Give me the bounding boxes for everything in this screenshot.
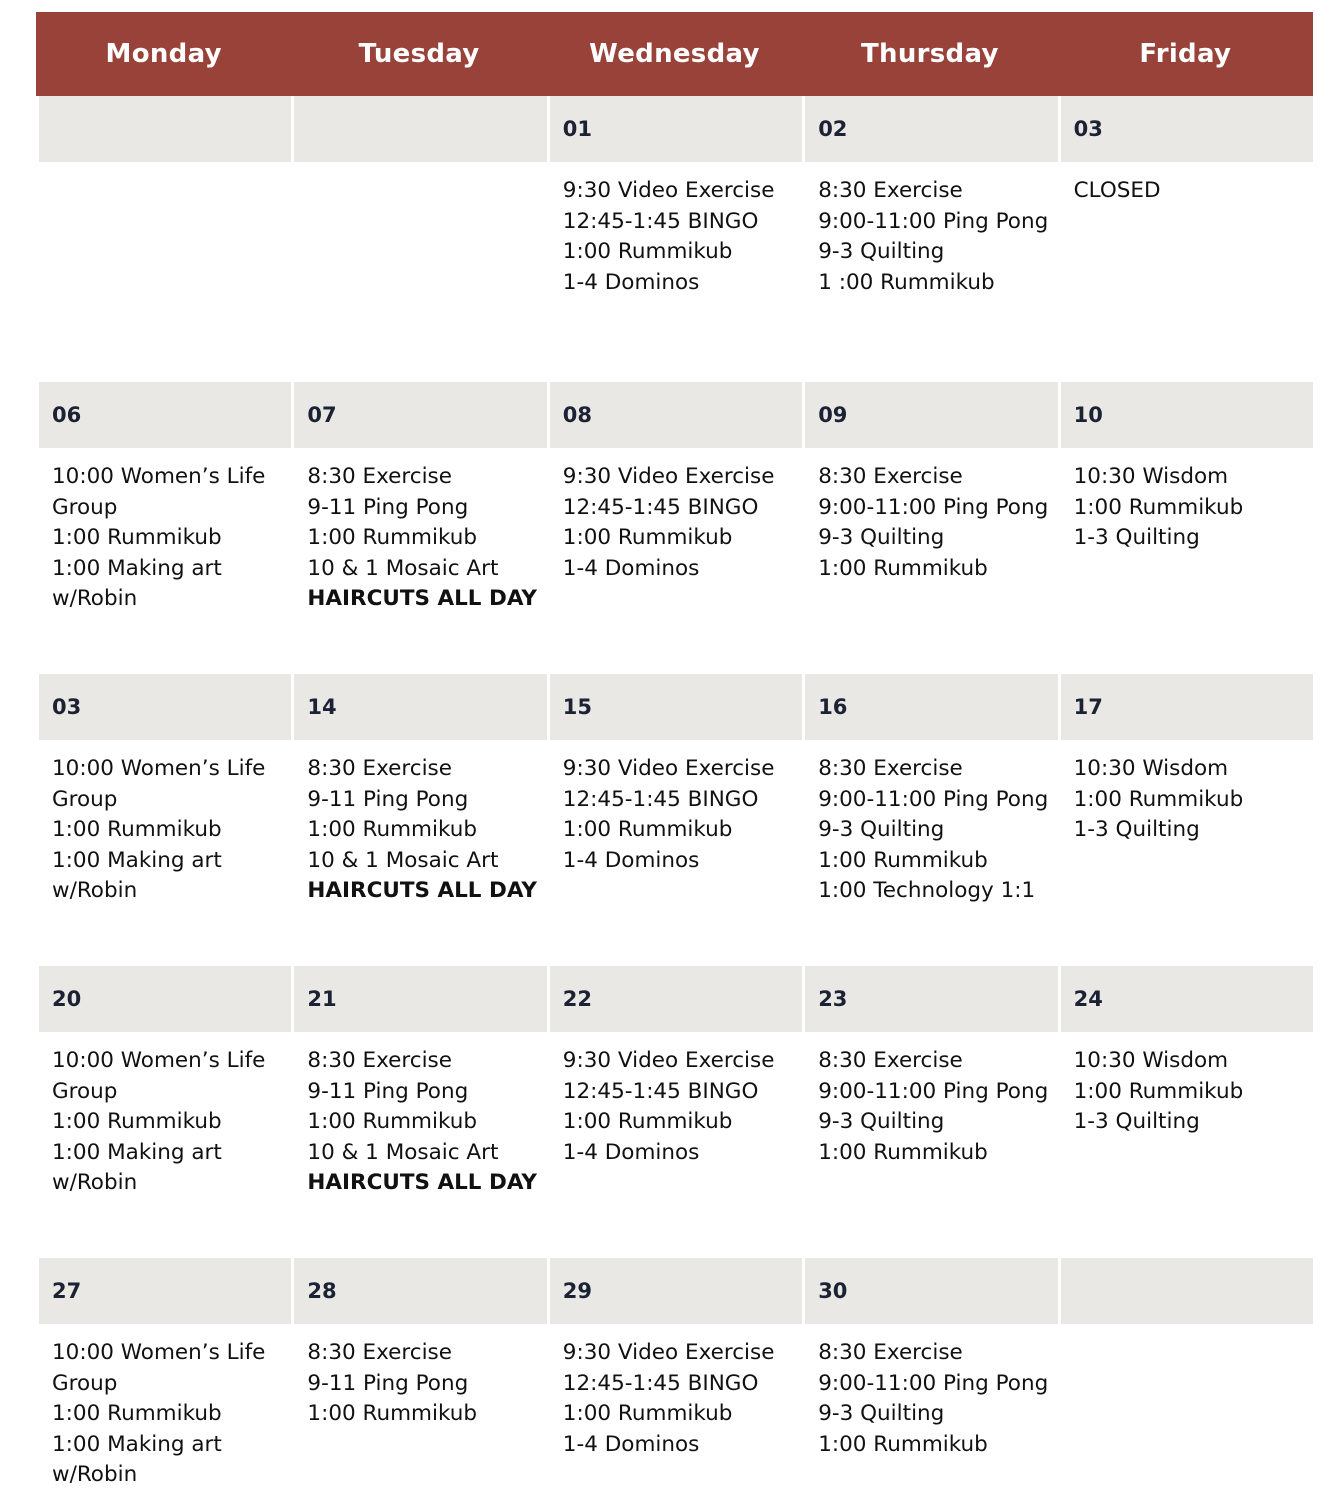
event-item: 10:00 Women’s Life Group xyxy=(52,1048,266,1104)
date-number: 10 xyxy=(1061,382,1313,448)
event-item: 8:30 Exercise xyxy=(307,1340,452,1365)
date-number: 14 xyxy=(294,674,546,740)
event-item: 8:30 Exercise xyxy=(818,1048,963,1073)
event-item: 12:45-1:45 BINGO xyxy=(562,1370,759,1396)
event-item: 1-3 Quilting xyxy=(1073,817,1200,842)
events-row xyxy=(36,1324,1313,1491)
date-number: 27 xyxy=(39,1258,291,1324)
event-item: 10:00 Women’s Life Group xyxy=(52,1340,266,1396)
event-item: 9:00-11:00 Ping Pong xyxy=(818,1370,1049,1396)
day-events xyxy=(291,162,546,298)
week-row xyxy=(36,966,1313,1258)
event-item: 8:30 Exercise xyxy=(307,756,452,781)
event-item: 1:00 Rummikub xyxy=(562,817,733,842)
event-item: 12:45-1:45 BINGO xyxy=(562,494,759,520)
event-item: CLOSED xyxy=(1073,178,1161,203)
event-item: 1:00 Rummikub xyxy=(52,525,222,550)
date-number: 09 xyxy=(805,382,1057,448)
week-row xyxy=(36,382,1313,674)
week-row xyxy=(36,674,1313,966)
date-number: 03 xyxy=(39,674,291,740)
day-events xyxy=(802,162,1057,298)
event-item: 1:00 Rummikub xyxy=(818,555,988,581)
event-item: 1:00 Rummikub xyxy=(307,525,478,550)
day-events xyxy=(291,448,546,615)
event-item: 1:00 Rummikub xyxy=(307,817,478,842)
weekday-tuesday: Tuesday xyxy=(358,39,480,69)
event-item: 1:00 Rummikub xyxy=(818,1431,988,1457)
events-row xyxy=(36,740,1313,907)
event-item: 8:30 Exercise xyxy=(818,1340,963,1365)
date-number: 07 xyxy=(294,382,546,448)
event-item: 10:00 Women’s Life Group xyxy=(52,756,266,812)
date-number: 15 xyxy=(550,674,802,740)
event-item: HAIRCUTS ALL DAY xyxy=(307,878,537,903)
weeks-container xyxy=(36,96,1313,1510)
day-events xyxy=(1058,740,1313,907)
event-item: 9-3 Quilting xyxy=(818,525,945,550)
event-item: 1:00 Making art w/Robin xyxy=(52,1431,222,1487)
event-item: 10:30 Wisdom xyxy=(1073,1048,1229,1073)
event-item: HAIRCUTS ALL DAY xyxy=(307,586,537,611)
day-events xyxy=(36,448,291,615)
date-number: 17 xyxy=(1061,674,1313,740)
event-item: 9:30 Video Exercise xyxy=(562,178,775,203)
day-events xyxy=(547,1324,802,1491)
event-item: 1:00 Rummikub xyxy=(818,847,988,873)
event-item: 1-4 Dominos xyxy=(562,847,700,873)
day-events xyxy=(36,1032,291,1199)
date-number xyxy=(294,96,546,162)
event-item: 1 :00 Rummikub xyxy=(818,269,995,295)
event-item: 9-3 Quilting xyxy=(818,817,945,842)
day-events xyxy=(547,1032,802,1199)
event-item: 12:45-1:45 BINGO xyxy=(562,1078,759,1104)
event-item: 1:00 Rummikub xyxy=(1073,786,1244,812)
day-events xyxy=(291,1324,546,1491)
day-events xyxy=(291,1032,546,1199)
event-item: 9-3 Quilting xyxy=(818,1109,945,1134)
event-item: 9:00-11:00 Ping Pong xyxy=(818,494,1049,520)
date-row xyxy=(36,96,1313,162)
event-item: 1:00 Making art w/Robin xyxy=(52,555,222,611)
event-item: 1:00 Rummikub xyxy=(562,1109,733,1134)
day-events xyxy=(802,448,1057,615)
date-row xyxy=(36,1258,1313,1324)
event-item: 1:00 Making art w/Robin xyxy=(52,847,222,903)
day-events xyxy=(547,448,802,615)
event-item: 9-3 Quilting xyxy=(818,239,945,264)
event-item: 10:30 Wisdom xyxy=(1073,756,1229,781)
weekday-friday: Friday xyxy=(1139,39,1232,69)
event-item: 9:00-11:00 Ping Pong xyxy=(818,1078,1049,1104)
events-row xyxy=(36,1032,1313,1199)
date-number: 24 xyxy=(1061,966,1313,1032)
date-number: 08 xyxy=(550,382,802,448)
day-events xyxy=(1058,1032,1313,1199)
event-item: 9:30 Video Exercise xyxy=(562,756,775,781)
date-number xyxy=(39,96,291,162)
date-number: 20 xyxy=(39,966,291,1032)
event-item: 1-4 Dominos xyxy=(562,1431,700,1457)
event-item: 8:30 Exercise xyxy=(307,1048,452,1073)
event-item: 9-11 Ping Pong xyxy=(307,1078,469,1104)
date-number: 16 xyxy=(805,674,1057,740)
event-item: 1-4 Dominos xyxy=(562,1139,700,1165)
event-item: 8:30 Exercise xyxy=(818,756,963,781)
date-number: 06 xyxy=(39,382,291,448)
day-events xyxy=(291,740,546,907)
date-number xyxy=(1061,1258,1313,1324)
date-number: 30 xyxy=(805,1258,1057,1324)
day-events xyxy=(1058,162,1313,298)
event-item: 1:00 Making art w/Robin xyxy=(52,1139,222,1195)
weekday-header xyxy=(36,12,1313,96)
event-item: 1:00 Rummikub xyxy=(307,1401,478,1426)
event-item: 12:45-1:45 BINGO xyxy=(562,786,759,812)
date-number: 01 xyxy=(550,96,802,162)
event-item: 1:00 Rummikub xyxy=(1073,494,1244,520)
event-item: 9:30 Video Exercise xyxy=(562,1048,775,1073)
date-row xyxy=(36,966,1313,1032)
event-item: 1-4 Dominos xyxy=(562,555,700,581)
day-events xyxy=(36,162,291,298)
day-events xyxy=(1058,448,1313,615)
event-item: 1:00 Rummikub xyxy=(1073,1078,1244,1104)
date-number: 03 xyxy=(1061,96,1313,162)
day-events xyxy=(547,162,802,298)
weekday-monday: Monday xyxy=(105,39,222,69)
event-item: 9:00-11:00 Ping Pong xyxy=(818,208,1049,234)
event-item: 1:00 Rummikub xyxy=(562,525,733,550)
event-item: 9:30 Video Exercise xyxy=(562,1340,775,1365)
weekday-wednesday: Wednesday xyxy=(589,39,760,69)
event-item: 1:00 Rummikub xyxy=(52,1109,222,1134)
event-item: 8:30 Exercise xyxy=(818,464,963,489)
event-item: 10 & 1 Mosaic Art xyxy=(307,847,499,873)
day-events xyxy=(1058,1324,1313,1491)
day-events xyxy=(802,1032,1057,1199)
event-item: 9-11 Ping Pong xyxy=(307,1370,469,1396)
event-item: 9-11 Ping Pong xyxy=(307,494,469,520)
event-item: HAIRCUTS ALL DAY xyxy=(307,1170,537,1195)
date-number: 29 xyxy=(550,1258,802,1324)
event-item: 10 & 1 Mosaic Art xyxy=(307,555,499,581)
week-row xyxy=(36,1258,1313,1510)
day-events xyxy=(802,740,1057,907)
event-item: 9-3 Quilting xyxy=(818,1401,945,1426)
event-item: 8:30 Exercise xyxy=(307,464,452,489)
calendar xyxy=(36,12,1313,1510)
event-item: 12:45-1:45 BINGO xyxy=(562,208,759,234)
event-item: 1-4 Dominos xyxy=(562,269,700,295)
date-number: 28 xyxy=(294,1258,546,1324)
event-item: 9:00-11:00 Ping Pong xyxy=(818,786,1049,812)
date-row xyxy=(36,674,1313,740)
event-item: 1:00 Rummikub xyxy=(562,1401,733,1426)
week-row xyxy=(36,96,1313,382)
day-events xyxy=(802,1324,1057,1491)
event-item: 10:30 Wisdom xyxy=(1073,464,1229,489)
events-row xyxy=(36,162,1313,298)
weekday-thursday: Thursday xyxy=(861,39,999,69)
event-item: 1:00 Rummikub xyxy=(818,1139,988,1165)
event-item: 9-11 Ping Pong xyxy=(307,786,469,812)
event-item: 9:30 Video Exercise xyxy=(562,464,775,489)
day-events xyxy=(36,740,291,907)
day-events xyxy=(547,740,802,907)
event-item: 1:00 Rummikub xyxy=(307,1109,478,1134)
event-item: 1:00 Rummikub xyxy=(52,1401,222,1426)
date-row xyxy=(36,382,1313,448)
date-number: 23 xyxy=(805,966,1057,1032)
event-item: 1:00 Rummikub xyxy=(52,817,222,842)
event-item: 8:30 Exercise xyxy=(818,178,963,203)
date-number: 02 xyxy=(805,96,1057,162)
event-item: 1-3 Quilting xyxy=(1073,1109,1200,1134)
date-number: 21 xyxy=(294,966,546,1032)
event-item: 10 & 1 Mosaic Art xyxy=(307,1139,499,1165)
event-item: 1:00 Rummikub xyxy=(562,239,733,264)
day-events xyxy=(36,1324,291,1491)
events-row xyxy=(36,448,1313,615)
event-item: 10:00 Women’s Life Group xyxy=(52,464,266,520)
event-item: 1:00 Technology 1:1 xyxy=(818,878,1036,903)
event-item: 1-3 Quilting xyxy=(1073,525,1200,550)
date-number: 22 xyxy=(550,966,802,1032)
